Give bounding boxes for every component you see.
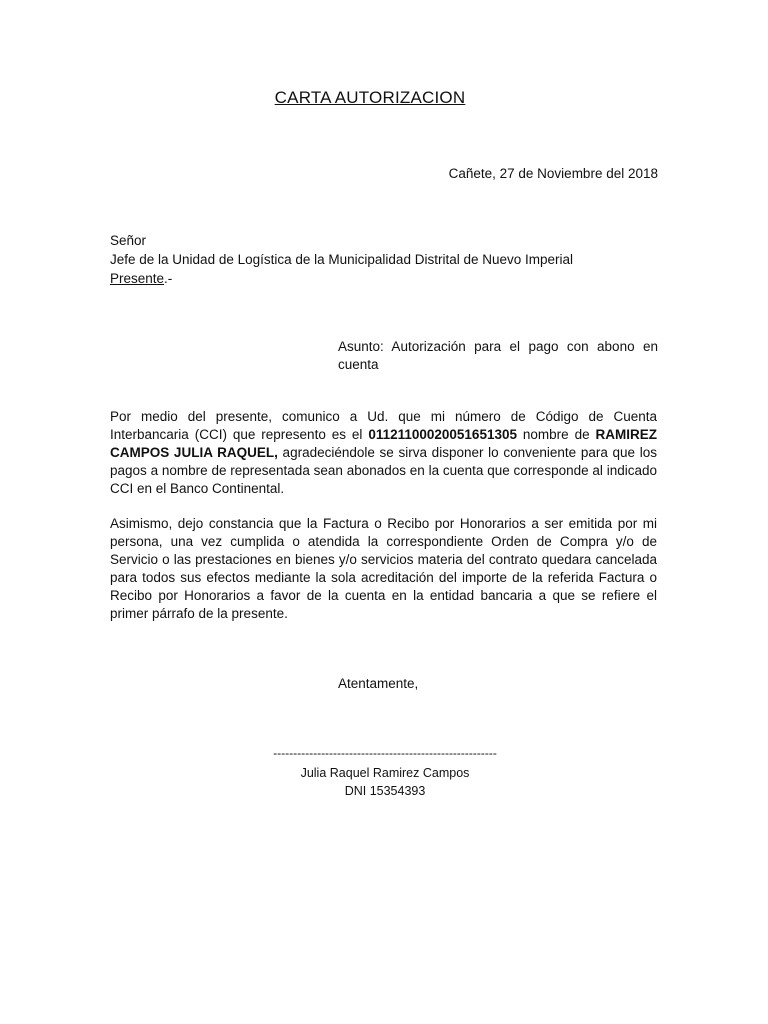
paragraph1-text-2: nombre de <box>516 427 596 442</box>
account-holder-name: RAMIREZ CAMPOS JULIA RAQUEL, <box>110 427 657 460</box>
recipient-position: Jefe de la Unidad de Logística de la Municipalidad Distrital de Nuevo Imperial <box>110 252 574 267</box>
recipient-salutation: Señor <box>110 233 147 248</box>
recipient-block <box>110 231 670 288</box>
body-paragraph-2: Asimismo, dejo constancia que la Factura o Recibo por Honorarios a ser emitida por mi persona, una vez cumplida o atendida la correspondiente Orden de Compra y/o de Servicio o las prestaciones en bienes y/o servicios materia del contrato quedara cancelada para todos sus efectos mediante la sola acreditación del importe de la referida Factura o Recibo por Honorarios a favor de la cuenta en la entidad bancaria a que se refiere el primer párrafo de la presente. <box>110 516 657 621</box>
presente-suffix: .- <box>164 271 173 286</box>
signer-name: Julia Raquel Ramirez Campos <box>300 766 470 780</box>
body-paragraph-1 <box>110 408 657 498</box>
letter-title: CARTA AUTORIZACION <box>274 88 466 107</box>
letter-closing: Atentamente, <box>338 676 419 691</box>
presente-word: Presente <box>110 271 165 286</box>
letter-date: Cañete, 27 de Noviembre del 2018 <box>448 166 658 181</box>
cci-number: 01121100020051651305 <box>368 427 517 442</box>
letter-subject: Asunto: Autorización para el pago con abono en cuenta <box>338 339 658 372</box>
paragraph1-text-3: agradeciéndole se sirva disponer lo conveniente para que los pagos a nombre de representada sean abonados en la cuenta que corresponde al indicado CCI en el Banco Continental. <box>110 445 657 496</box>
paragraph1-text-1: Por medio del presente, comunico a Ud. que mi número de Código de Cuenta Interbancaria (CCI) que represento es el <box>110 409 657 442</box>
signer-dni: DNI 15354393 <box>344 784 426 798</box>
signature-block <box>250 744 520 800</box>
signature-line: -------------------------------------------------------- <box>273 746 497 760</box>
recipient-presente <box>110 269 670 288</box>
